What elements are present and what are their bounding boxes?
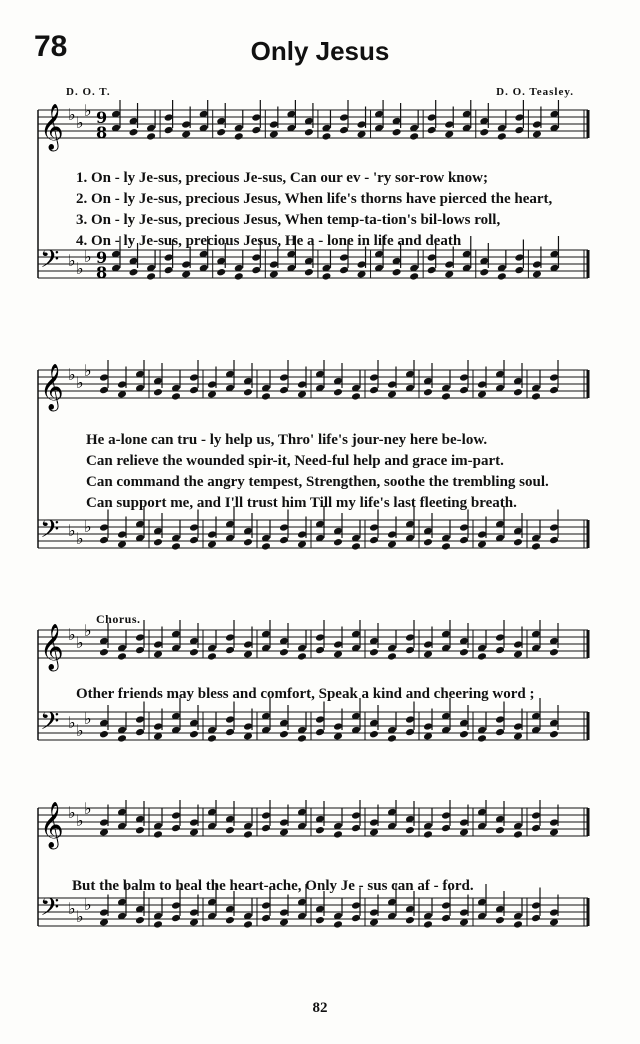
- note-head: [234, 132, 244, 141]
- note-head: [497, 272, 507, 281]
- note-head: [129, 128, 139, 137]
- flat-icon: ♭: [68, 899, 76, 918]
- verse-2-line-1: 2. On - ly Je-sus, precious Jesus, When life's thorns have pierced the heart,: [76, 191, 553, 207]
- time-signature-top: 9: [96, 248, 108, 267]
- note-head: [549, 730, 559, 739]
- note-head: [333, 920, 343, 929]
- note-head: [243, 920, 253, 929]
- note-head: [225, 826, 235, 835]
- note-head: [351, 542, 361, 551]
- note-head: [333, 830, 343, 839]
- flat-icon: ♭: [68, 251, 76, 270]
- note-head: [189, 648, 199, 657]
- note-head: [297, 734, 307, 743]
- note-head: [207, 652, 217, 661]
- note-head: [315, 916, 325, 925]
- note-head: [146, 272, 156, 281]
- flat-icon: ♭: [84, 361, 92, 380]
- note-head: [513, 388, 523, 397]
- note-head: [549, 648, 559, 657]
- note-head: [531, 542, 541, 551]
- note-head: [234, 272, 244, 281]
- flat-icon: ♭: [84, 621, 92, 640]
- flat-icon: ♭: [76, 373, 84, 392]
- note-head: [99, 648, 109, 657]
- note-head: [146, 132, 156, 141]
- note-head: [321, 132, 331, 141]
- treble-clef-icon: 𝄞: [40, 364, 64, 410]
- note-head: [369, 648, 379, 657]
- time-signature-bottom: 8: [96, 123, 108, 142]
- page-number: 82: [312, 1000, 328, 1016]
- chorus-lyrics-line-2: [72, 876, 592, 897]
- flat-icon: ♭: [68, 365, 76, 384]
- flat-icon: ♭: [68, 625, 76, 644]
- note-head: [387, 734, 397, 743]
- flat-icon: ♭: [68, 105, 76, 124]
- note-head: [479, 128, 489, 137]
- treble-clef-icon: 𝄞: [40, 104, 64, 150]
- note-head: [153, 920, 163, 929]
- chorus-line-2: But the balm to heal the heart-ache, Only Je - sus can af - ford.: [72, 878, 474, 894]
- verse-3-line-1: 3. On - ly Je-sus, precious Jesus, When temp-ta-tion's bil-lows roll,: [76, 212, 501, 228]
- note-head: [392, 128, 402, 137]
- time-signature-bottom: 8: [96, 263, 108, 282]
- music-credit: D. O. Teasley.: [496, 86, 574, 98]
- note-head: [513, 830, 523, 839]
- note-head: [243, 830, 253, 839]
- note-head: [387, 652, 397, 661]
- note-head: [171, 392, 181, 401]
- treble-staff: [38, 620, 588, 672]
- hymn-title: Only Jesus: [250, 36, 390, 66]
- note-head: [304, 128, 314, 137]
- treble-clef-icon: 𝄞: [40, 802, 64, 848]
- flat-icon: ♭: [76, 259, 84, 278]
- note-head: [117, 652, 127, 661]
- note-head: [99, 730, 109, 739]
- treble-staff: [38, 800, 588, 850]
- note-head: [477, 734, 487, 743]
- verse-4-line-1: 4. On - ly Je-sus, precious Jesus, He a - lone in life and death: [76, 233, 462, 249]
- note-head: [321, 272, 331, 281]
- bass-clef-icon: 𝄢: [40, 707, 60, 742]
- note-head: [129, 268, 139, 277]
- note-head: [409, 272, 419, 281]
- flat-icon: ♭: [76, 907, 84, 926]
- note-head: [497, 132, 507, 141]
- hymn-number: 78: [34, 30, 68, 63]
- flat-icon: ♭: [84, 101, 92, 120]
- flat-icon: ♭: [68, 713, 76, 732]
- note-head: [369, 730, 379, 739]
- note-head: [333, 388, 343, 397]
- verse-4-line-2: Can support me, and I'll trust him Till my life's last fleeting breath.: [86, 495, 517, 511]
- note-head: [479, 268, 489, 277]
- note-head: [135, 916, 145, 925]
- note-head: [189, 730, 199, 739]
- verse-lyrics-line-1: [76, 168, 596, 252]
- note-head: [261, 542, 271, 551]
- note-head: [171, 542, 181, 551]
- note-head: [216, 128, 226, 137]
- note-head: [243, 538, 253, 547]
- note-head: [225, 916, 235, 925]
- flat-icon: ♭: [76, 113, 84, 132]
- bass-clef-icon: 𝄢: [40, 515, 60, 550]
- note-head: [117, 734, 127, 743]
- flat-icon: ♭: [84, 517, 92, 536]
- flat-icon: ♭: [76, 721, 84, 740]
- note-head: [513, 538, 523, 547]
- verse-3-line-2: Can command the angry tempest, Strengthen, soothe the trembling soul.: [86, 474, 549, 490]
- bass-clef-icon: 𝄢: [40, 245, 60, 280]
- time-signature-top: 9: [96, 108, 108, 127]
- verse-lyrics-line-2: [86, 430, 606, 514]
- note-head: [423, 830, 433, 839]
- note-head: [405, 916, 415, 925]
- flat-icon: ♭: [76, 811, 84, 830]
- note-head: [459, 730, 469, 739]
- note-head: [216, 268, 226, 277]
- note-head: [423, 920, 433, 929]
- note-head: [279, 730, 289, 739]
- note-head: [297, 652, 307, 661]
- note-head: [423, 538, 433, 547]
- verse-2-line-2: Can relieve the wounded spir-it, Need-ful help and grace im-part.: [86, 453, 504, 469]
- note-head: [135, 826, 145, 835]
- flat-icon: ♭: [68, 521, 76, 540]
- flat-icon: ♭: [68, 803, 76, 822]
- flat-icon: ♭: [84, 247, 92, 266]
- note-head: [304, 268, 314, 277]
- note-head: [243, 388, 253, 397]
- note-head: [495, 826, 505, 835]
- bass-clef-icon: 𝄢: [40, 893, 60, 928]
- note-head: [531, 392, 541, 401]
- note-head: [153, 830, 163, 839]
- treble-staff: [38, 360, 588, 412]
- chorus-line-1: Other friends may bless and comfort, Speak a kind and cheering word ;: [76, 686, 535, 702]
- treble-clef-icon: 𝄞: [40, 624, 64, 670]
- flat-icon: ♭: [84, 800, 92, 818]
- flat-icon: ♭: [76, 633, 84, 652]
- note-head: [207, 734, 217, 743]
- treble-staff: [38, 100, 588, 152]
- verse-1-line-2: He a-lone can tru - ly help us, Thro' life's jour-ney here be-low.: [86, 432, 488, 448]
- note-head: [423, 388, 433, 397]
- words-credit: D. O. T.: [66, 86, 111, 98]
- note-head: [153, 388, 163, 397]
- note-head: [405, 826, 415, 835]
- verse-1-line-1: 1. On - ly Je-sus, precious Je-sus, Can our ev - 'ry sor-row know;: [76, 170, 488, 186]
- note-head: [459, 648, 469, 657]
- flat-icon: ♭: [76, 529, 84, 548]
- flat-icon: ♭: [84, 895, 92, 914]
- note-head: [333, 538, 343, 547]
- chorus-label: Chorus.: [96, 612, 141, 626]
- note-head: [351, 392, 361, 401]
- note-head: [441, 542, 451, 551]
- note-head: [495, 916, 505, 925]
- flat-icon: ♭: [84, 709, 92, 728]
- note-head: [261, 392, 271, 401]
- note-head: [513, 920, 523, 929]
- chorus-lyrics-line-1: [76, 684, 596, 705]
- note-head: [279, 648, 289, 657]
- note-head: [315, 826, 325, 835]
- note-head: [409, 132, 419, 141]
- note-head: [392, 268, 402, 277]
- note-head: [153, 538, 163, 547]
- note-head: [477, 652, 487, 661]
- note-head: [441, 392, 451, 401]
